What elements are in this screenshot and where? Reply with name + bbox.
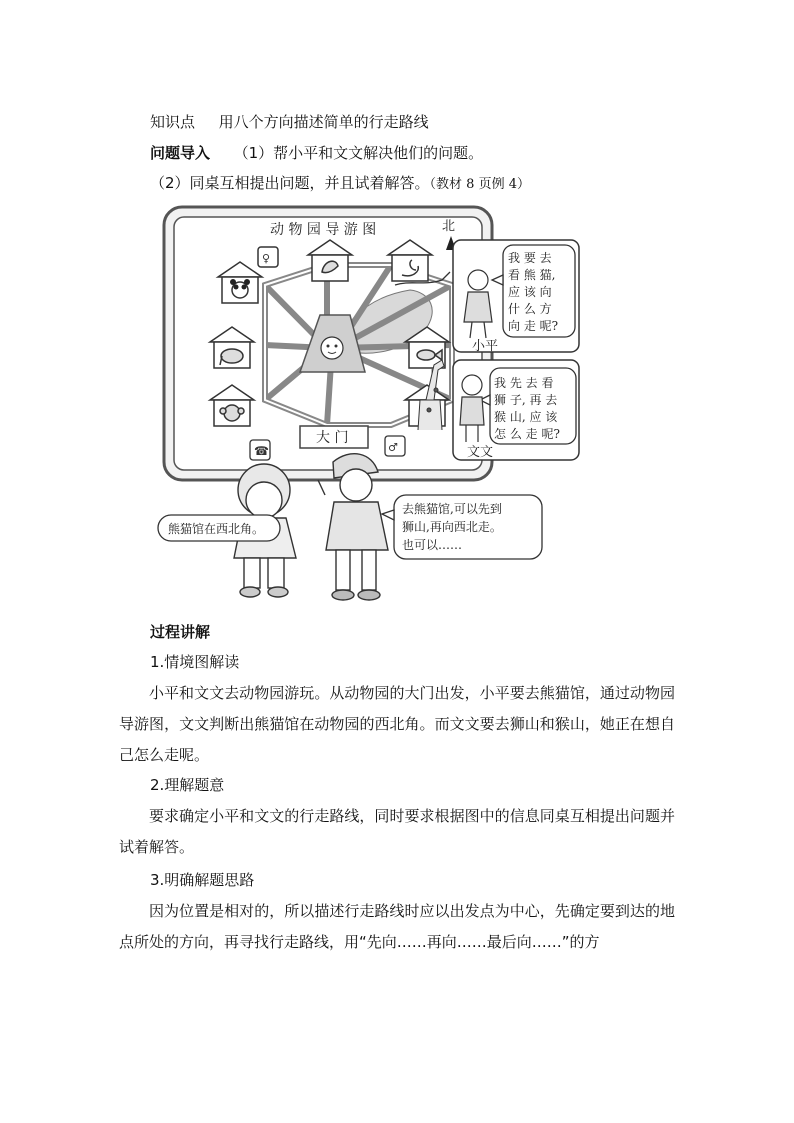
knowledge-line: [150, 112, 429, 132]
wenwen-name: 文文: [467, 445, 494, 460]
wenwen-bubble-line-2: 狮 子, 再 去: [494, 393, 558, 407]
xiaoping-bubble-line-1: 我 要 去: [508, 251, 552, 265]
step-1-title: 1.情境图解读: [150, 653, 240, 671]
textbook-reference: （教材 8 页例 4）: [429, 177, 530, 192]
intro-question-2: （2）同桌互相提出问题，并且试着解答。: [150, 174, 430, 192]
svg-text:♀: ♀: [262, 252, 271, 265]
restroom-top: [258, 247, 278, 267]
girl-bubble-line-1: 去熊猫馆,可以先到: [402, 502, 502, 516]
boy-bubble-text: 熊猫馆在西北角。: [168, 522, 265, 536]
step-3-title: 3.明确解题思路: [150, 871, 255, 889]
intro-line: [150, 143, 483, 163]
lion-icon: [321, 337, 343, 359]
girl-bubble-line-2: 狮山,再向西北走。: [402, 520, 502, 534]
step-2-title: 2.理解题意: [150, 776, 225, 794]
wenwen-bubble-line-3: 猴 山, 应 该: [494, 410, 558, 424]
xiaoping-bubble-line-2: 看 熊 猫,: [508, 268, 556, 282]
map-title: 动 物 园 导 游 图: [270, 222, 377, 238]
north-label: 北: [442, 219, 456, 234]
svg-text:♂: ♂: [388, 441, 398, 454]
svg-text:☎: ☎: [254, 444, 269, 458]
intro-line-2: [150, 173, 530, 195]
knowledge-label: 知识点: [150, 113, 196, 131]
girl-bubble-line-3: 也可以……: [402, 538, 463, 552]
xiaoping-name: 小平: [472, 339, 499, 354]
wenwen-bubble-line-1: 我 先 去 看: [494, 376, 554, 390]
knowledge-text: 用八个方向描述简单的行走路线: [218, 113, 429, 131]
step-1-text: 小平和文文去动物园游玩。从动物园的大门出发，小平要去熊猫馆，通过动物园导游图，文文判断出熊猫馆在动物园的西北角。而文文要去狮山和猴山，她正在想自己怎么走呢。: [119, 684, 675, 764]
xiaoping-bubble-line-3: 应 该 向: [508, 285, 552, 299]
intro-question-1: （1）帮小平和文文解决他们的问题。: [233, 144, 484, 162]
wenwen-bubble-line-4: 怎 么 走 呢?: [494, 427, 560, 441]
xiaoping-bubble-line-5: 向 走 呢?: [508, 319, 559, 333]
section-title: 过程讲解: [150, 623, 211, 641]
gate-label: 大 门: [316, 430, 349, 446]
zoo-figure: [150, 200, 590, 610]
xiaoping-bubble-line-4: 什 么 方: [508, 302, 552, 316]
step-2-text: 要求确定小平和文文的行走路线，同时要求根据图中的信息同桌互相提出问题并试着解答。: [119, 807, 675, 856]
step-3-text: 因为位置是相对的，所以描述行走路线时应以出发点为中心，先确定要到达的地点所处的方向，再寻找行走路线，用“先向……再向……最后向……”的方: [119, 902, 675, 951]
intro-label: 问题导入: [150, 144, 211, 162]
